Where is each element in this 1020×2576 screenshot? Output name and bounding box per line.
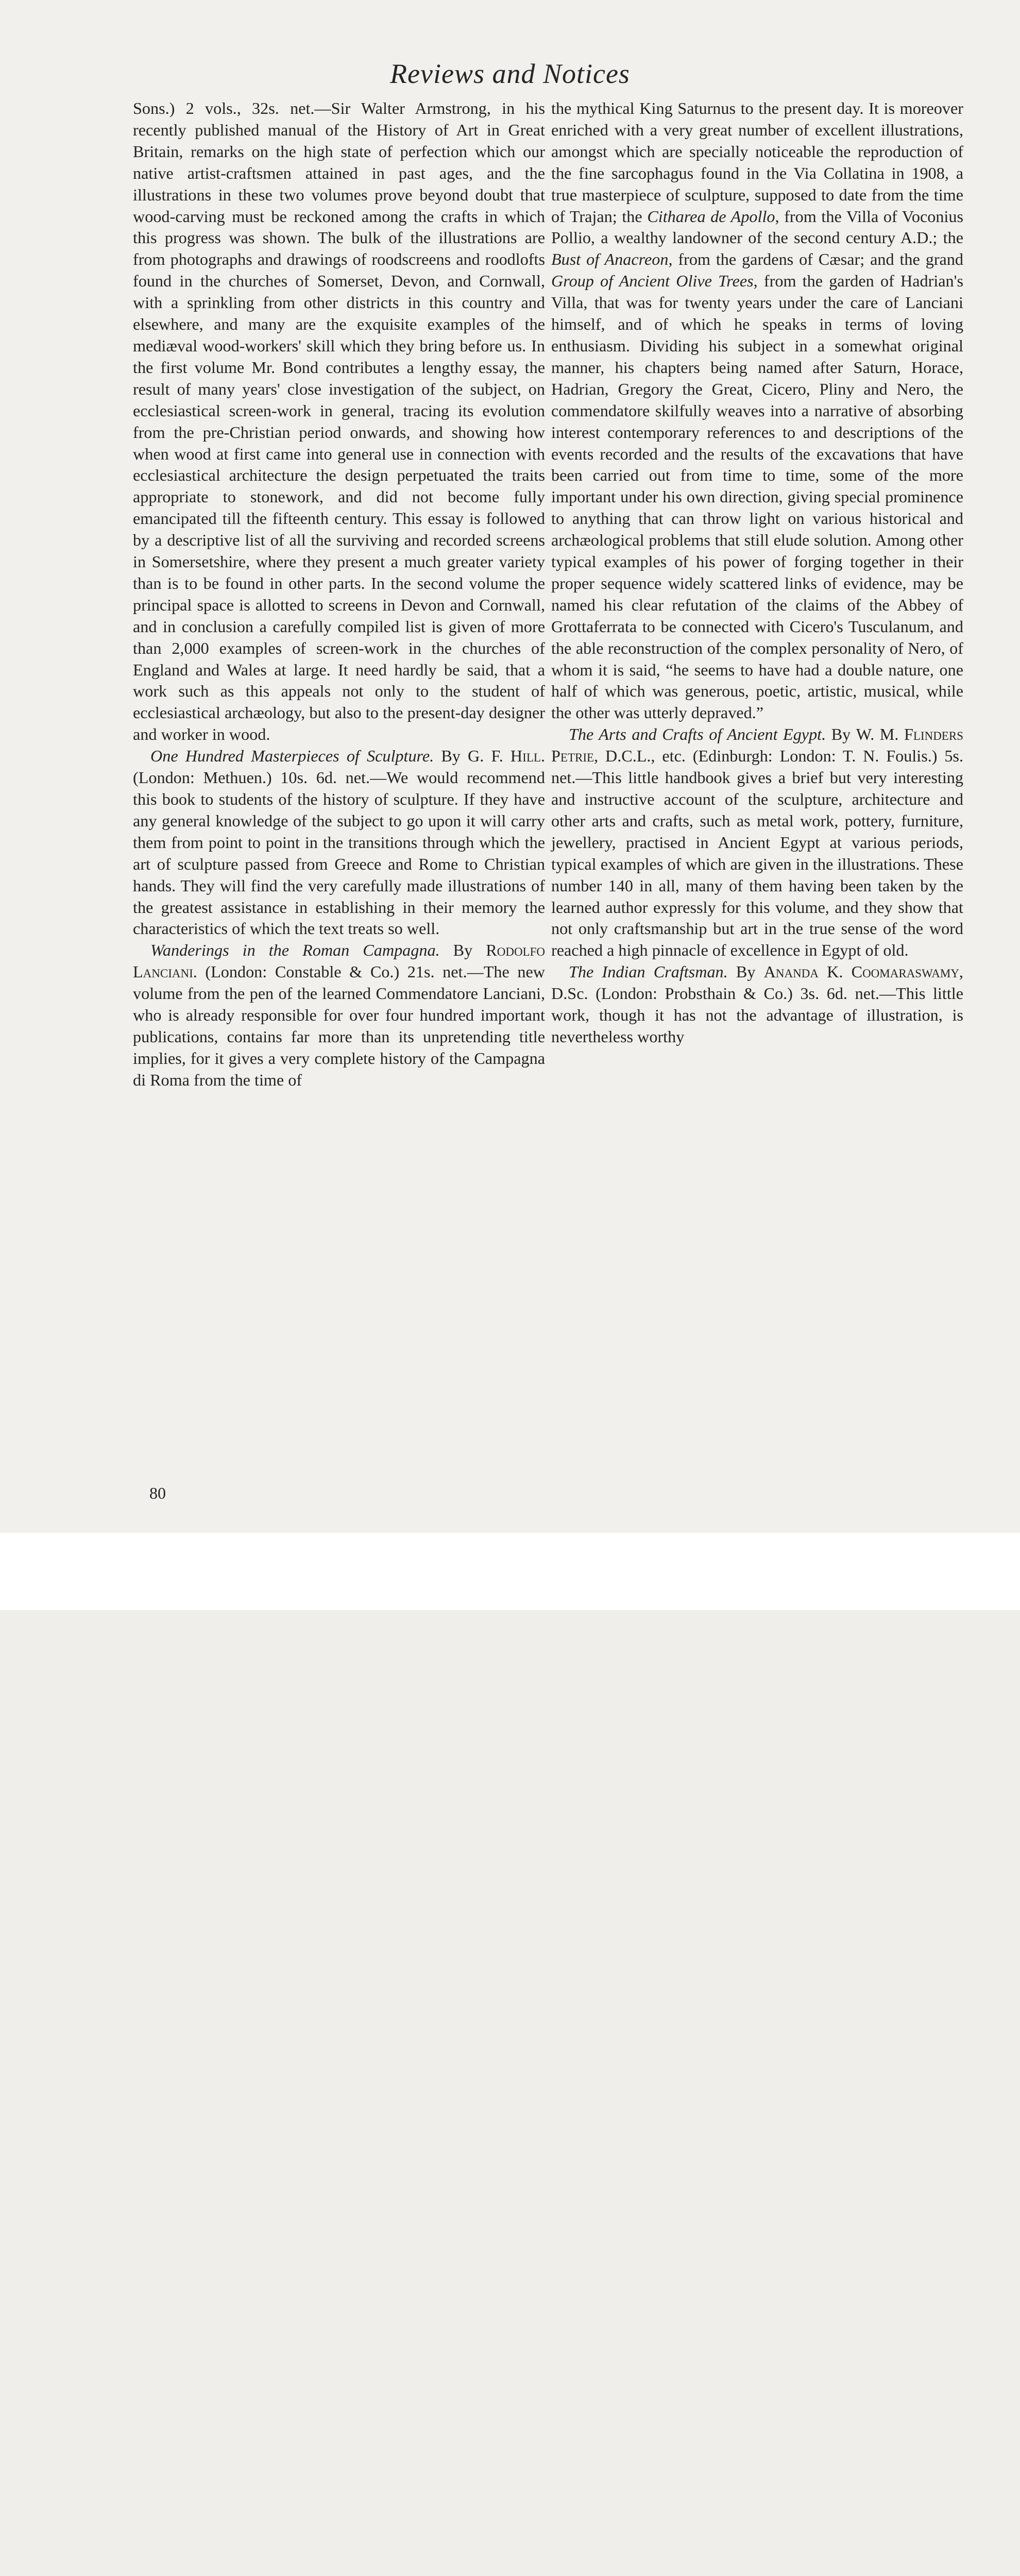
left-column <box>133 98 545 1091</box>
review-paragraph: the mythical King Saturnus to the present day. It is moreover enriched with a very great number of excellent illustrations, amongst which are specially noticeable the reproduction of the fine sarcophagus found in the Via Collatina in 1908, a true masterpiece of sculpture, supposed to date from the time of Trajan; the Citharea de Apollo, from the Villa of Voconius Pollio, a wealthy landowner of the second century A.D.; the Bust of Anacreon, from the gardens of Cæsar; and the grand Group of Ancient Olive Trees, from the garden of Hadrian's Villa, that was for twenty years under the care of Lanciani himself, and of which he speaks in terms of loving enthusiasm. Dividing his subject in a somewhat original manner, his chapters being named after Saturn, Horace, Hadrian, Gregory the Great, Cicero, Pliny and Nero, the commendatore skilfully weaves into a narrative of absorbing interest contemporary references to and descriptions of the events recorded and the results of the excavations that have been carried out from time to time, some of the more important under his own direction, giving special prominence to anything that can throw light on various historical and archæological problems that still elude solution. Among other typical examples of his power of forging together in their proper sequence widely scattered links of evidence, may be named his clear refutation of the claims of the Abbey of Grottaferrata to be connected with Cicero's Tusculanum, and the able reconstruction of the complex personality of Nero, of whom it is said, “he seems to have had a double nature, one half of which was generous, poetic, artistic, musical, while the other was utterly depraved.” <box>551 99 964 722</box>
book-author: Rodolfo Lanciani. <box>133 941 545 981</box>
review-paragraph: The Indian Craftsman. By Ananda K. Coomaraswamy, D.Sc. (London: Probsthain & Co.) 3s. 6d. net.—This little work, though it has not the advantage of illustration, is nevertheless worthy <box>551 962 963 1046</box>
book-title: One Hundred Masterpieces of Sculpture. <box>150 747 434 766</box>
artwork-title: Bust of Anacreon <box>551 250 669 269</box>
book-author: W. M. Flinders Petrie, <box>551 725 963 766</box>
book-author: Ananda K. Coomaraswamy, <box>763 962 963 981</box>
page-number: 80 <box>149 1484 166 1502</box>
book-author: G. F. Hill. <box>468 747 545 766</box>
artwork-title: Citharea de Apollo <box>647 207 775 226</box>
review-paragraph: Sons.) 2 vols., 32s. net.—Sir Walter Armstrong, in his recently published manual of the History of Art in Great Britain, remarks on the high state of perfection which our native artist-craftsmen attained in past ages, and the illustrations in these two volumes prove beyond doubt that wood-carving must be reckoned among the crafts in which this progress was shown. The bulk of the illustrations are from photographs and drawings of roodscreens and roodlofts found in the churches of Somerset, Devon, and Cornwall, with a sprinkling from other districts in this country and elsewhere, and many are the exquisite examples of the mediæval wood-workers' skill which they bring before us. In the first volume Mr. Bond contributes a lengthy essay, the result of many years' close investigation of the subject, on ecclesiastical screen-work in general, tracing its evolution from the pre-Christian period onwards, and showing how when wood at first came into general use in connection with ecclesiastical architecture the design perpetuated the traits appropriate to stonework, and did not become fully emancipated till the fifteenth century. This essay is followed by a descriptive list of all the surviving and recorded screens in Somersetshire, where they present a much greater variety than is to be found in other parts. In the second volume the principal space is allotted to screens in Devon and Cornwall, and in conclusion a carefully compiled list is given of more than 2,000 examples of screen-work in the churches of England and Wales at large. It need hardly be said, that a work such as this appeals not only to the student of ecclesiastical archæology, but also to the present-day designer and worker in wood. <box>133 99 545 744</box>
running-title: Reviews and Notices <box>390 58 630 89</box>
review-paragraph: Wanderings in the Roman Campagna. By Rodolfo Lanciani. (London: Constable & Co.) 21s. net.—The new volume from the pen of the learned Commendatore Lanciani, who is already responsible for over four hundred important publications, contains far more than its unpretending title implies, for it gives a very complete history of the Campagna di Roma from the time of <box>133 941 545 1089</box>
book-title: Wanderings in the Roman Campagna. <box>150 941 440 960</box>
book-title: The Arts and Crafts of Ancient Egypt. <box>569 725 826 744</box>
right-column <box>551 98 963 1048</box>
review-paragraph: The Arts and Crafts of Ancient Egypt. By W. M. Flinders Petrie, D.C.L., etc. (Edinburgh: London: T. N. Foulis.) 5s. net.—This little handbook gives a brief but very interesting and instructive account of the sculpture, architecture and other arts and crafts, such as metal work, pottery, furniture, jewellery, practised in Ancient Egypt at various periods, typical examples of which are given in the illustrations. These number 140 in all, many of them having been taken by the learned author expressly for this volume, and they show that not only craftsmanship but art in the true sense of the word reached a high pinnacle of excellence in Egypt of old. <box>551 725 963 960</box>
review-paragraph: One Hundred Masterpieces of Sculpture. By G. F. Hill. (London: Methuen.) 10s. 6d. net.—We would recommend this book to students of the history of sculpture. If they have any general knowledge of the subject to go upon it will carry them from point to point in the transitions through which the art of sculpture passed from Greece and Rome to Christian hands. They will find the very carefully made illustrations of the greatest assistance in establishing in their memory the characteristics of which the text treats so well. <box>133 747 545 938</box>
book-title: The Indian Craftsman. <box>569 962 728 981</box>
digitization-footer <box>0 1533 1020 1610</box>
artwork-title: Group of Ancient Olive Trees <box>551 272 754 291</box>
